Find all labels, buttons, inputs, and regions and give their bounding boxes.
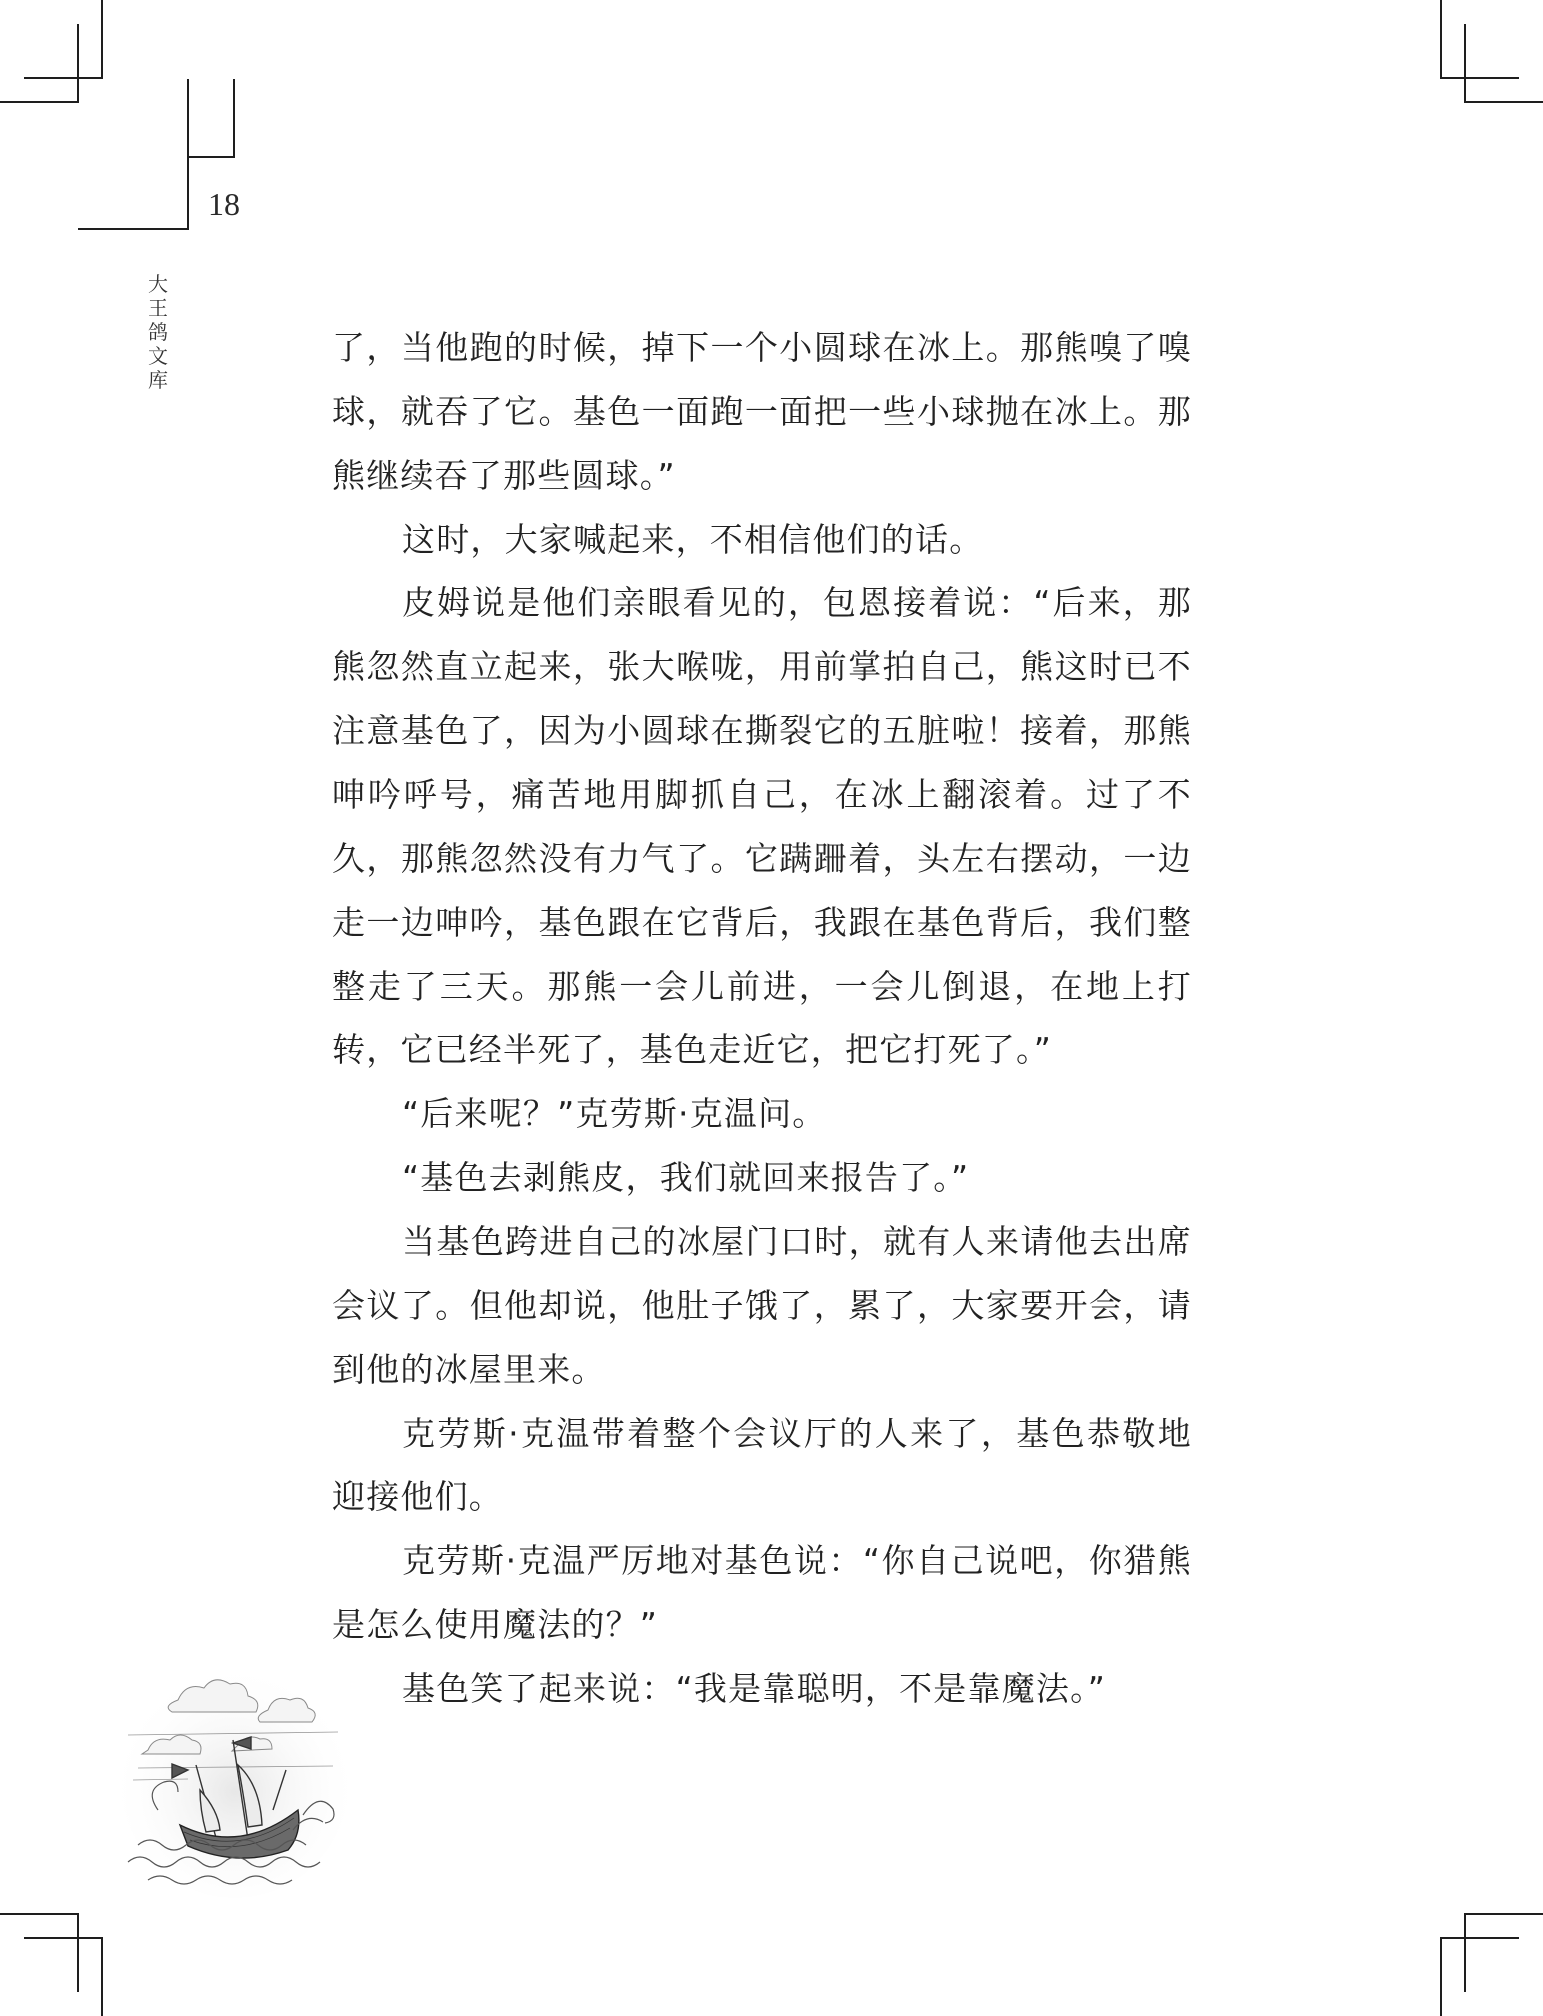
crop-mark [1440,1937,1519,1939]
crop-mark [1464,24,1466,103]
crop-mark [1464,1913,1466,1992]
body-text [332,316,1192,1721]
crop-mark [101,0,103,79]
page-number-bracket [187,156,235,158]
paragraph: 这时，大家喊起来，不相信他们的话。 [402,519,984,559]
page-number: 18 [208,186,240,222]
page-number-bracket [233,79,235,158]
crop-mark [24,77,103,79]
crop-mark [77,1913,79,1992]
crop-mark [0,101,79,103]
crop-mark [24,1937,103,1939]
paragraph: 了，当他跑的时候，掉下一个小圆球在冰上。那熊嗅了嗅球，就吞了它。基色一面跑一面把一些小球抛在冰上。那熊继续吞了那些圆球。” [332,328,1192,495]
paragraph: 当基色跨进自己的冰屋门口时，就有人来请他去出席会议了。但他却说，他肚子饿了，累了，大家要开会，请到他的冰屋里来。 [332,1222,1192,1389]
series-label: 大王鸽文库 [148,272,168,392]
crop-mark [77,24,79,103]
crop-mark [101,1937,103,2016]
ship-illustration [118,1640,353,1900]
crop-mark [1440,77,1519,79]
paragraph: “后来呢？”克劳斯·克温问。 [402,1094,827,1134]
crop-mark [1464,1913,1543,1915]
paragraph: 克劳斯·克温严厉地对基色说：“你自己说吧，你猎熊是怎么使用魔法的？” [332,1541,1192,1645]
paragraph: 克劳斯·克温带着整个会议厅的人来了，基色恭敬地迎接他们。 [332,1413,1192,1517]
page-number-bracket [187,79,189,230]
paragraph: 皮姆说是他们亲眼看见的，包恩接着说：“后来，那熊忽然直立起来，张大喉咙，用前掌拍自己，熊这时已不注意基色了，因为小圆球在撕裂它的五脏啦！接着，那熊呻吟呼号，痛苦地用脚抓自己，在冰上翻滚着。过了不久，那熊忽然没有力气了。它蹒跚着，头左右摆动，一边走一边呻吟，基色跟在它背后，我跟在基色背后，我们整整走了三天。那熊一会儿前进，一会儿倒退，在地上打转，它已经半死了，基色走近它，把它打死了。” [332,583,1192,1070]
crop-mark [1464,101,1543,103]
page-number-bracket [78,228,189,230]
crop-mark [1440,1937,1442,2016]
crop-mark [1440,0,1442,79]
paragraph: 基色笑了起来说：“我是靠聪明，不是靠魔法。” [402,1669,1107,1709]
crop-mark [0,1913,79,1915]
paragraph: “基色去剥熊皮，我们就回来报告了。” [402,1158,970,1198]
